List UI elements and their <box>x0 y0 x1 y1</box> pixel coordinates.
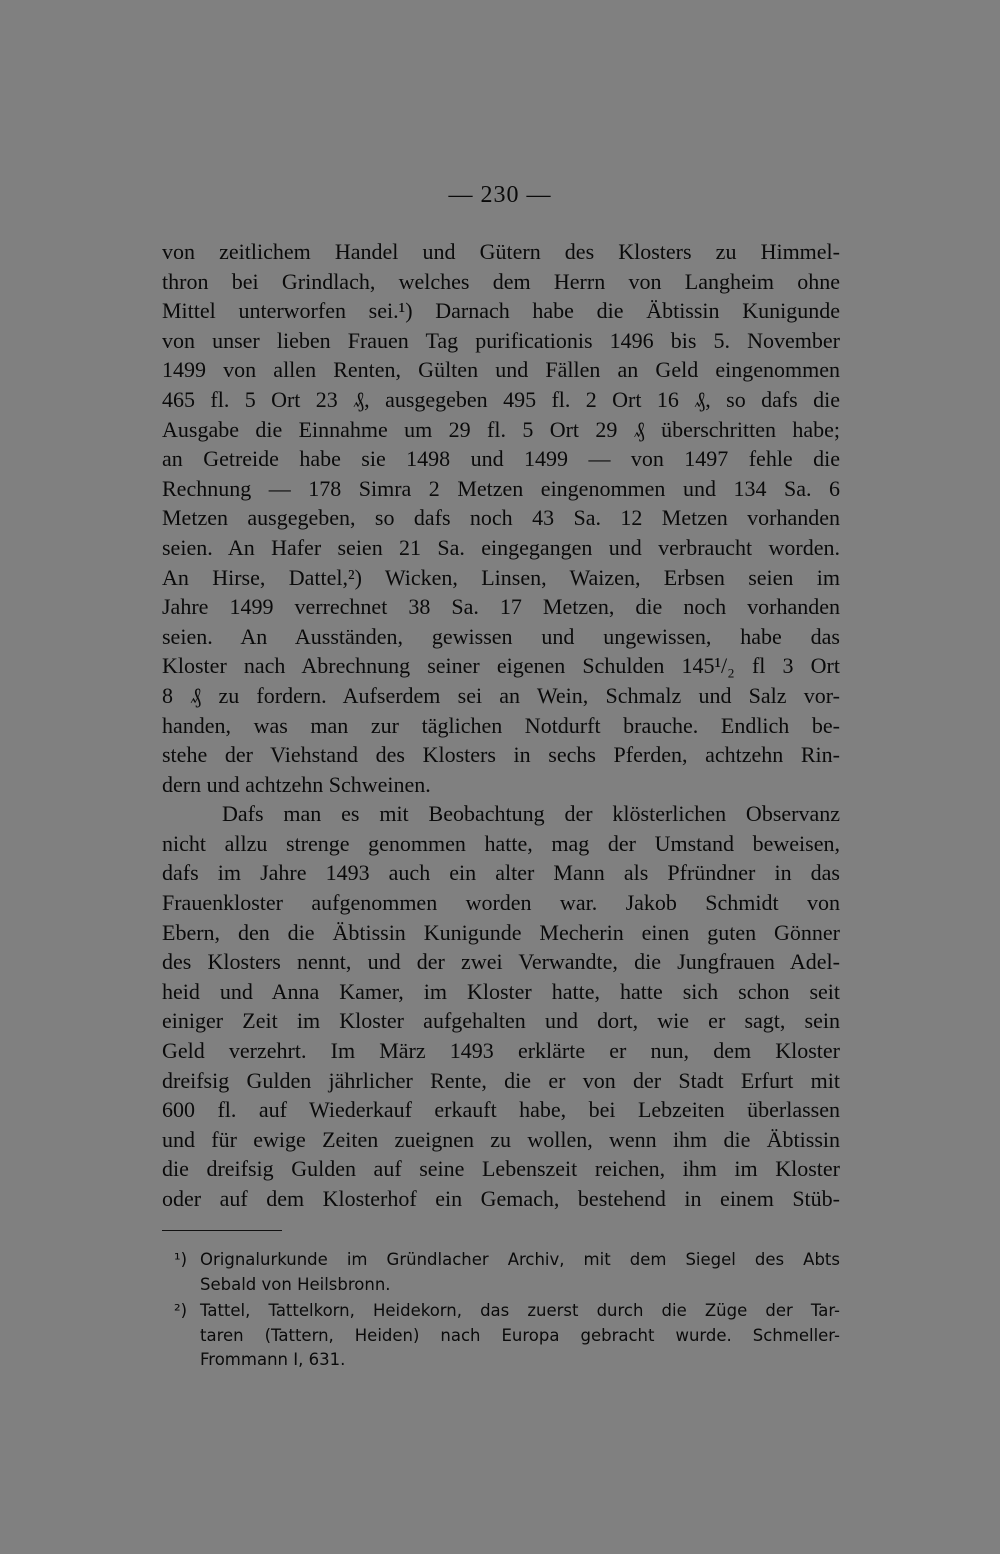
footnote-line: Sebald von Heilsbronn. <box>200 1274 391 1294</box>
body-line: An Hirse, Dattel,²) Wicken, Linsen, Waizen, Erbsen seien im <box>162 564 840 590</box>
body-line: von unser lieben Frauen Tag purificationis 1496 bis 5. November <box>162 327 840 353</box>
body-line: von zeitlichem Handel und Gütern des Klosters zu Himmel- <box>162 239 840 264</box>
body-line: dafs im Jahre 1493 auch ein alter Mann als Pfründner in das <box>162 860 840 886</box>
body-text <box>162 237 840 1214</box>
body-line: Metzen ausgegeben, so dafs noch 43 Sa. 12 Metzen vorhanden <box>162 505 840 531</box>
body-line: 1499 von allen Renten, Gülten und Fällen an Geld eingenommen <box>162 357 840 383</box>
body-line: nicht allzu strenge genommen hatte, mag der Umstand beweisen, <box>162 830 840 856</box>
body-line: Kloster nach Abrechnung seiner eigenen Schulden 145¹/₂ fl 3 Ort <box>162 653 840 679</box>
body-line: einiger Zeit im Kloster aufgehalten und dort, wie er sagt, sein <box>162 1008 840 1034</box>
body-line: die dreifsig Gulden auf seine Lebenszeit reichen, ihm im Kloster <box>162 1156 840 1182</box>
body-line: stehe der Viehstand des Klosters in sechs Pferden, achtzehn Rin- <box>162 742 840 768</box>
body-line: Jahre 1499 verrechnet 38 Sa. 17 Metzen, die noch vorhanden <box>162 594 840 620</box>
body-line: Mittel unterworfen sei.¹) Darnach habe die Äbtissin Kunigunde <box>162 298 840 324</box>
footnote-line: Orignalurkunde im Gründlacher Archiv, mit dem Siegel des Abts <box>200 1250 840 1269</box>
body-line: handen, was man zur täglichen Notdurft brauche. Endlich be- <box>162 712 840 738</box>
footnote-line: taren (Tattern, Heiden) nach Europa gebracht wurde. Schmeller- <box>200 1325 840 1345</box>
body-line: thron bei Grindlach, welches dem Herrn von Langheim ohne <box>162 268 840 294</box>
body-line: Geld verzehrt. Im März 1493 erklärte er nun, dem Kloster <box>162 1038 840 1064</box>
body-line: Frauenkloster aufgenommen worden war. Jakob Schmidt von <box>162 890 840 916</box>
paragraph-start-line: Dafs man es mit Beobachtung der klösterlichen Observanz <box>222 801 840 827</box>
body-line: oder auf dem Klosterhof ein Gemach, bestehend in einem Stüb- <box>162 1186 840 1211</box>
body-line: des Klosters nennt, und der zwei Verwandte, die Jungfrauen Adel- <box>162 949 840 975</box>
body-line: 8 ₰ zu fordern. Aufserdem sei an Wein, Schmalz und Salz vor- <box>162 682 840 708</box>
footnote-divider <box>162 1230 282 1231</box>
body-line: und für ewige Zeiten zueignen zu wollen, wenn ihm die Äbtissin <box>162 1126 840 1152</box>
body-line: Ebern, den die Äbtissin Kunigunde Mecherin einen guten Gönner <box>162 919 840 945</box>
footnote-line: Frommann I, 631. <box>200 1350 346 1369</box>
page-number: — 230 — <box>448 182 552 208</box>
body-line: seien. An Ausständen, gewissen und ungewissen, habe das <box>162 623 840 649</box>
body-line: 600 fl. auf Wiederkauf erkauft habe, bei Lebzeiten überlassen <box>162 1097 840 1123</box>
body-line: an Getreide habe sie 1498 und 1499 — von 1497 fehle die <box>162 446 840 472</box>
footnote-1 <box>174 1248 840 1297</box>
body-line: Ausgabe die Einnahme um 29 fl. 5 Ort 29 ₰ überschritten habe; <box>162 416 840 442</box>
body-line: 465 fl. 5 Ort 23 ₰, ausgegeben 495 fl. 2 Ort 16 ₰, so dafs die <box>162 386 840 412</box>
paragraph-end-line: dern und achtzehn Schweinen. <box>162 771 431 797</box>
footnote-marker: ²) <box>174 1301 188 1320</box>
footnote-2 <box>174 1299 840 1373</box>
body-line: heid und Anna Kamer, im Kloster hatte, hatte sich schon seit <box>162 978 840 1004</box>
footnote-marker: ¹) <box>174 1250 188 1269</box>
footnotes <box>174 1248 840 1375</box>
body-line: dreifsig Gulden jährlicher Rente, die er von der Stadt Erfurt mit <box>162 1067 840 1093</box>
body-line: seien. An Hafer seien 21 Sa. eingegangen und verbraucht worden. <box>162 534 840 560</box>
footnote-line: Tattel, Tattelkorn, Heidekorn, das zuerst durch die Züge der Tar- <box>200 1301 840 1320</box>
body-line: Rechnung — 178 Simra 2 Metzen eingenommen und 134 Sa. 6 <box>162 475 840 501</box>
